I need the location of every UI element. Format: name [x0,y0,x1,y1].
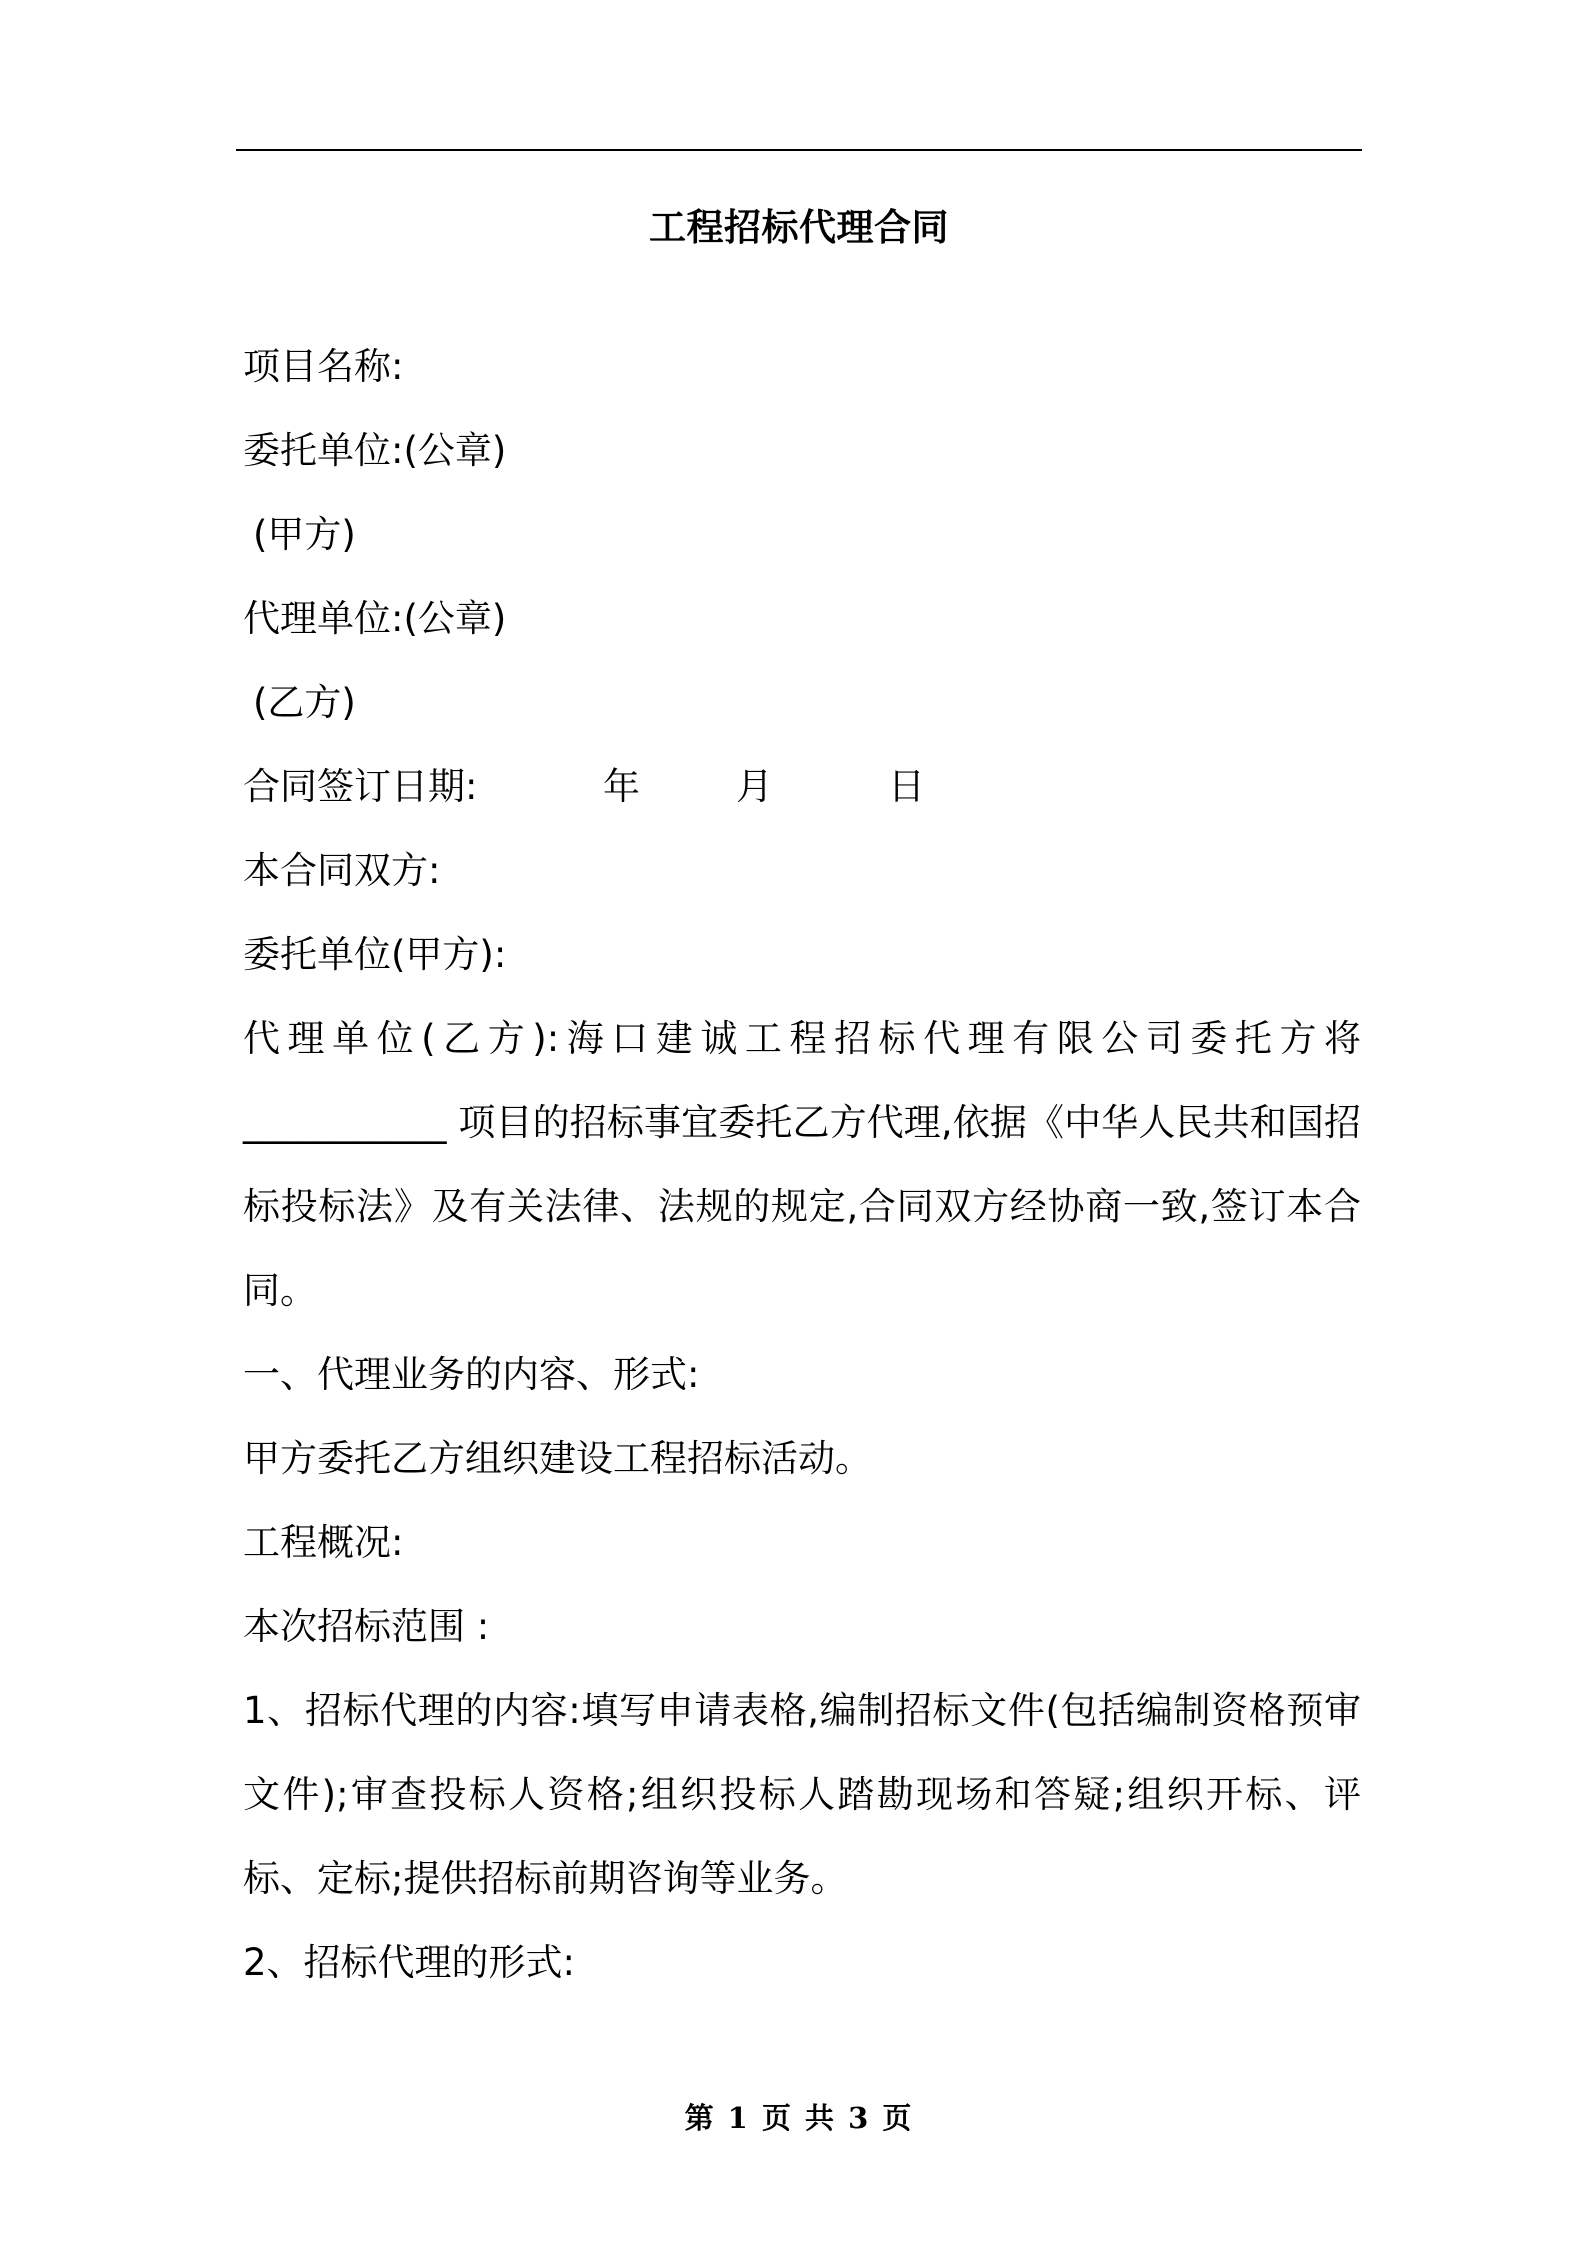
client-unit-line: 委托单位:(公章) [243,429,507,472]
both-parties-line: 本合同双方: [243,849,441,892]
item-1-paragraph: 1、招标代理的内容:填写申请表格,编制招标文件(包括编制资格预审文件);审查投标人资格;组织投标人踏勘现场和答疑;组织开标、评标、定标;提供招标前期咨询等业务。 [243,1689,1361,1900]
agent-unit-line: 代理单位:(公章) [243,597,507,640]
sign-date-line [243,745,1361,829]
item-2-line: 2、招标代理的形式: [243,1941,576,1984]
document-body [243,325,1361,2005]
page-footer: 第 1 页 共 3 页 [684,2101,914,2135]
project-overview-line: 工程概况: [243,1521,404,1564]
sign-date-label: 合同签订日期: [243,765,478,808]
header-rule [236,149,1362,151]
sign-date-year: 年 [603,765,640,808]
sign-date-month: 月 [736,765,773,808]
agent-paragraph: 代理单位(乙方):海口建诚工程招标代理有限公司委托方将___________ 项目的招标事宜委托乙方代理,依据《中华人民共和国招标投标法》及有关法律、法规的规定,合同双方经协商一致,签订本合同。 [243,1017,1361,1312]
project-name-line: 项目名称: [243,345,404,388]
party-b-line: (乙方) [253,681,356,724]
section-1-heading: 一、代理业务的内容、形式: [243,1353,700,1396]
document-title: 工程招标代理合同 [649,206,949,249]
bidding-scope-line: 本次招标范围 : [243,1605,490,1648]
client-party-a-line: 委托单位(甲方): [243,933,507,976]
section-1-text: 甲方委托乙方组织建设工程招标活动。 [243,1437,872,1480]
sign-date-day: 日 [888,765,925,808]
party-a-line: (甲方) [253,513,356,556]
